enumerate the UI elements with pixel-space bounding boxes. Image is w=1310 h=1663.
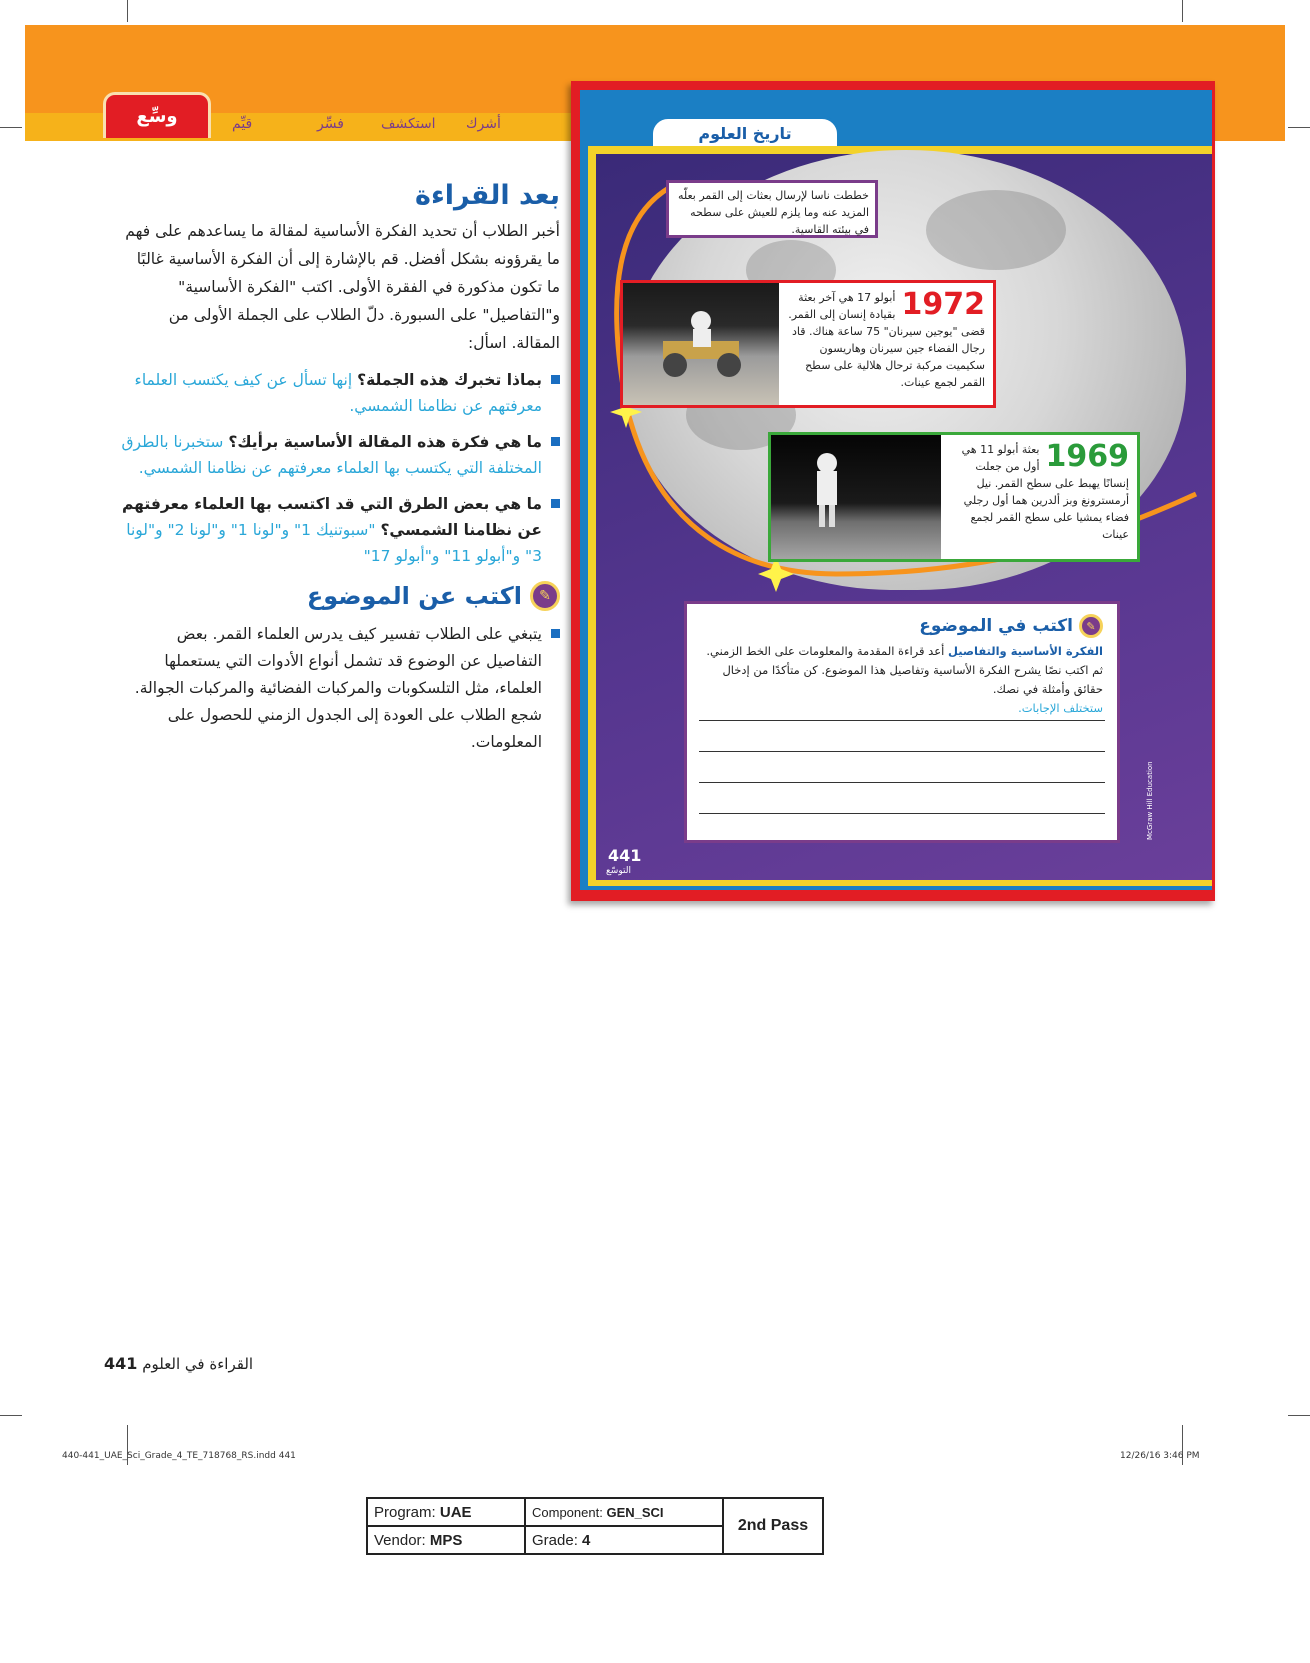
write-about-it-label: اكتب عن الموضوع xyxy=(306,582,522,610)
writing-line xyxy=(699,751,1105,752)
date-slug: 12/26/16 3:46 PM xyxy=(1120,1451,1200,1461)
answer-text: ستخبرنا بالطرق المختلفة التي يكتسب بها العلماء معرفتهم عن نظامنا الشمسي. xyxy=(121,433,542,477)
footer-section: القراءة في العلوم xyxy=(142,1355,254,1373)
answer-text: إنها تسأل عن كيف يكتسب العلماء معرفتهم عن نظامنا الشمسي. xyxy=(134,371,542,415)
bullet-square-icon xyxy=(551,629,560,638)
panel-page-number: 441 xyxy=(608,846,642,865)
file-slug: 440-441_UAE_Sci_Grade_4_TE_718768_RS.indd 441 xyxy=(62,1451,296,1461)
list-item xyxy=(120,429,560,481)
pencil-icon: ✎ xyxy=(1079,614,1103,638)
astronaut-rover-icon xyxy=(623,283,779,405)
crop-mark xyxy=(0,1415,22,1416)
list-item xyxy=(120,621,560,756)
program-value: UAE xyxy=(439,1503,472,1521)
list-item xyxy=(120,491,560,569)
pass-cell: 2nd Pass xyxy=(723,1498,823,1554)
write-list xyxy=(120,621,560,756)
card-text xyxy=(779,283,993,405)
main-idea-highlight: الفكرة الأساسية والتفاصيل xyxy=(947,644,1103,658)
vendor-value: MPS xyxy=(429,1531,463,1549)
bullet-square-icon xyxy=(551,437,560,446)
bullet-square-icon xyxy=(551,499,560,508)
vendor-cell xyxy=(367,1526,525,1554)
question-text: بماذا تخبرك هذه الجملة؟ xyxy=(357,371,542,389)
write-paragraph: يتبغي على الطلاب تفسير كيف يدرس العلماء القمر. بعض التفاصيل عن الوضوع قد تشمل أنواع الأدوات التي يستعملها العلماء، مثل التلسكوبات والمركبات الفضائية والمركبات الجوالة. شجع الطلاب على العودة إلى الجدول الزمني للحصول على المعلومات. xyxy=(134,625,542,751)
program-cell xyxy=(367,1498,525,1526)
year-label: 1972 xyxy=(901,287,985,322)
write-box-title xyxy=(701,614,1103,638)
astronaut-icon xyxy=(771,435,941,559)
question-text: ما هي بعض الطرق التي قد اكتسب بها العلماء معرفتهم عن نظامنا الشمسي؟ xyxy=(121,495,542,539)
teacher-notes xyxy=(120,180,560,766)
intro-paragraph: أخبر الطلاب أن تحديد الفكرة الأساسية لمقالة ما يساعدهم على فهم ما يقرؤونه بشكل أفضل. قم بالإشارة إلى أن الفكرة الأساسية غالبًا ما تكون مذكورة في الفقرة الأولى. اكتب "الفكرة الأساسية" و"التفاصيل" على السبورة. دلّ الطلاب على الجملة الأولى من المقالة. اسأل: xyxy=(125,222,560,352)
lunar-rover-photo xyxy=(623,283,779,405)
writing-line xyxy=(699,782,1105,783)
vendor-label: Vendor: xyxy=(374,1531,426,1549)
write-box-instructions: أعد قراءة المقدمة والمعلومات على الخط الزمني. ثم اكتب نصًا يشرح الفكرة الأساسية وتفاصيل هذا الموضوع. كن متأكدًا من إدخال حقائق وأمثلة في نصك. xyxy=(706,644,1103,696)
crop-mark xyxy=(1288,127,1310,128)
moonwalk-photo xyxy=(771,435,941,559)
tab-explain[interactable]: فسِّر xyxy=(317,116,344,132)
intro-card: خططت ناسا لإرسال بعثات إلى القمر بعلّه المزيد عنه وما يلزم للعيش على سطحه في بيئته القاسية. xyxy=(666,180,878,238)
question-list xyxy=(120,367,560,569)
crop-mark xyxy=(1288,1415,1310,1416)
tab-explore[interactable]: استكشف xyxy=(381,116,436,132)
tab-expand[interactable]: وسِّع xyxy=(103,92,211,138)
crop-mark xyxy=(127,0,128,22)
writing-line xyxy=(699,813,1105,814)
bullet-square-icon xyxy=(551,375,560,384)
card-description: بعثة أبولو 11 هي أول من جعلت إنسانًا يهبط على سطح القمر. نيل أرمسترونغ وبز ألدرين هما أول رجلي فضاء يمشيا على سطح القمر لجمع عينات xyxy=(961,443,1129,541)
footer-page xyxy=(96,1354,253,1373)
tab-evaluate[interactable]: قيِّم xyxy=(232,116,253,132)
write-about-it-title xyxy=(120,581,560,611)
component-label: Component: xyxy=(532,1504,603,1520)
timeline-card-1969 xyxy=(768,432,1140,562)
list-item xyxy=(120,367,560,419)
write-box-title-text: اكتب في الموضوع xyxy=(919,616,1073,636)
timeline-card-1972 xyxy=(620,280,996,408)
grade-label: Grade: xyxy=(532,1531,578,1549)
tab-engage[interactable]: أشرك xyxy=(466,116,501,132)
grade-cell xyxy=(525,1526,723,1554)
card-description: أبولو 17 هي آخر بعثة بقيادة إنسان إلى القمر. قضى "يوجين سيرنان" 75 ساعة هناك. قاد رجال الفضاء جين سيرنان وهاريسون سكيميت مركبة ترحال هلالية على سطح القمر لجمع عينات. xyxy=(788,291,985,389)
answer-text: "سبوتنيك 1" و"لونا 1" و"لونا 2" و"لونا 3" و"أبولو 11" و"أبولو 17" xyxy=(126,521,542,565)
component-value: GEN_SCI xyxy=(606,1504,664,1520)
answer-text: ستختلف الإجابات. xyxy=(1018,701,1103,715)
writing-line xyxy=(699,720,1105,721)
footer-page-number: 441 xyxy=(104,1354,138,1373)
production-info-table xyxy=(366,1497,824,1555)
year-label: 1969 xyxy=(1045,439,1129,474)
table-row xyxy=(367,1498,823,1526)
after-reading-title: بعد القراءة xyxy=(415,180,560,211)
crop-mark xyxy=(0,127,22,128)
card-text xyxy=(941,435,1137,559)
grade-value: 4 xyxy=(582,1531,591,1549)
program-label: Program: xyxy=(374,1503,436,1521)
question-text: ما هي فكرة هذه المقالة الأساسية برأيك؟ xyxy=(228,433,542,451)
photo-credit: McGraw Hill Education xyxy=(1146,761,1154,840)
pencil-icon: ✎ xyxy=(530,581,560,611)
science-history-tab: تاريخ العلوم xyxy=(650,116,840,150)
write-box-body xyxy=(701,642,1103,699)
crop-mark xyxy=(1182,0,1183,22)
component-cell xyxy=(525,1498,723,1526)
write-box xyxy=(684,601,1120,843)
panel-page-subtitle: التوسّع xyxy=(606,866,631,876)
